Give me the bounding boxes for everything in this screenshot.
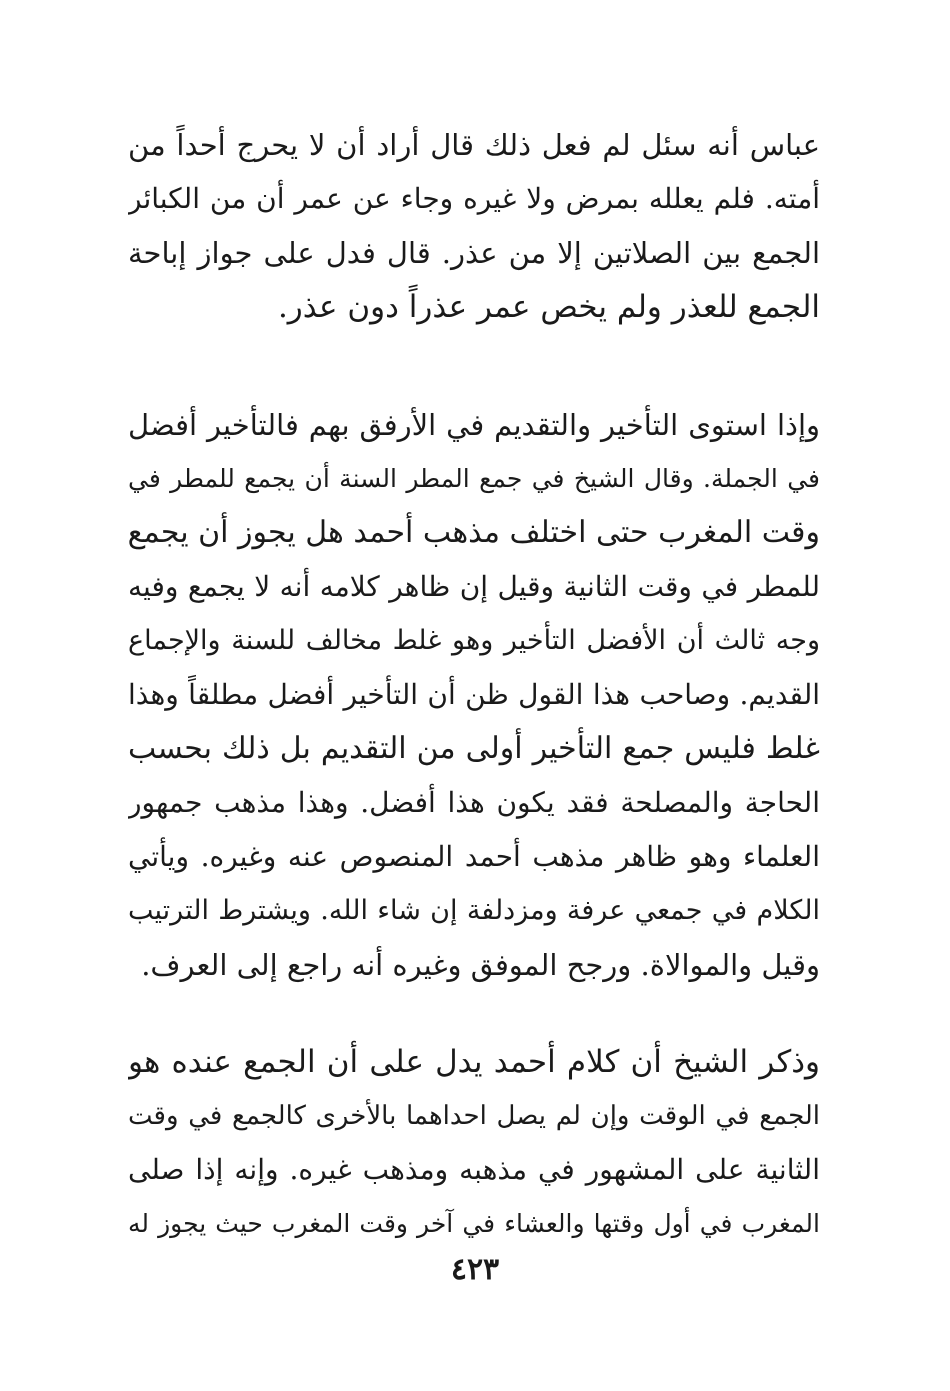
text-line: وقت المغرب حتى اختلف مذهب أحمد هل يجوز أن يجمع	[128, 515, 820, 550]
text-line: عباس أنه سئل لم فعل ذلك قال أراد أن لا يحرج أحداً من	[128, 128, 820, 162]
page-number: ٤٢٣	[450, 1252, 500, 1287]
text-line: للمطر في وقت الثانية وقيل إن ظاهر كلامه أنه لا يجمع وفيه	[128, 570, 820, 603]
text-line: أمته. فلم يعلله بمرض ولا غيره وجاء عن عمر أن من الكبائر	[128, 182, 820, 215]
text-line: غلط فليس جمع التأخير أولى من التقديم بل ذلك بحسب	[128, 731, 820, 766]
text-line: المغرب في أول وقتها والعشاء في آخر وقت المغرب حيث يجوز له	[128, 1209, 820, 1238]
text-line: الكلام في جمعي عرفة ومزدلفة إن شاء الله. ويشترط الترتيب	[128, 895, 820, 926]
text-line: وذكر الشيخ أن كلام أحمد يدل على أن الجمع عنده هو	[128, 1044, 820, 1080]
text-line: وقيل والموالاة. ورجح الموفق وغيره أنه راجع إلى العرف.	[141, 948, 820, 982]
text-line: الجمع بين الصلاتين إلا من عذر. قال فدل على جواز إباحة	[128, 236, 820, 270]
text-line: القديم. وصاحب هذا القول ظن أن التأخير أفضل مطلقاً وهذا	[128, 678, 820, 711]
paragraph-1	[128, 118, 820, 334]
text-line: الحاجة والمصلحة فقد يكون هذا أفضل. وهذا مذهب جمهور	[128, 786, 820, 819]
text-line: الثانية على المشهور في مذهبه ومذهب غيره. وإنه إذا صلى	[128, 1153, 820, 1186]
paragraph-3	[128, 1035, 820, 1251]
text-line: العلماء وهو ظاهر مذهب أحمد المنصوص عنه وغيره. ويأتي	[128, 840, 820, 873]
text-line: وإذا استوى التأخير والتقديم في الأرفق بهم فالتأخير أفضل	[128, 408, 820, 442]
text-line: الجمع للعذر ولم يخص عمر عذراً دون عذر.	[277, 289, 820, 325]
text-line: الجمع في الوقت وإن لم يصل احداهما بالأخرى كالجمع في وقت	[128, 1101, 820, 1131]
text-line: وجه ثالث أن الأفضل التأخير وهو غلط مخالف للسنة والإجماع	[128, 625, 820, 656]
paragraph-2	[128, 398, 820, 992]
text-line: في الجملة. وقال الشيخ في جمع المطر السنة أن يجمع للمطر في	[128, 464, 820, 493]
